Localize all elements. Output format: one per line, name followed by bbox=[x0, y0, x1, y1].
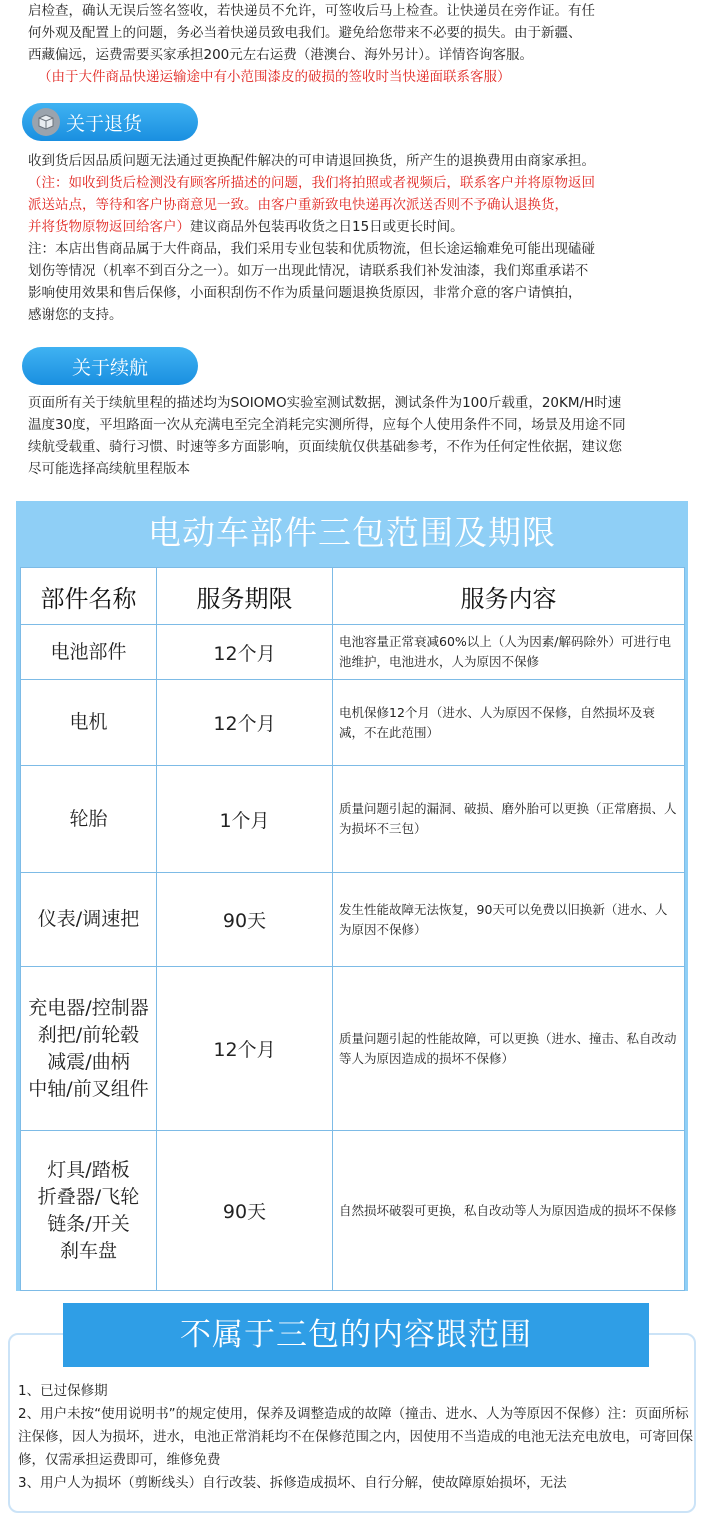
part-name-line: 仪表/调速把 bbox=[37, 908, 140, 930]
range-heading-text: 关于续航 bbox=[71, 356, 148, 379]
returns-heading bbox=[22, 103, 198, 141]
returns-red-line: 并将货物原物返回给客户） bbox=[28, 219, 190, 235]
service-content: 质量问题引起的性能故障，可以更换（进水、撞击、私自改动等人为原因造成的损坏不保修） bbox=[333, 967, 685, 1131]
part-name-line: 减震/曲柄 bbox=[47, 1050, 130, 1073]
sign-notice-line: 启检查，确认无误后签名签收，若快递员不允许，可签收后马上检查。让快递员在旁作证。有任 bbox=[28, 3, 595, 19]
service-content: 自然损坏破裂可更换，私自改动等人为原因造成的损坏不保修 bbox=[333, 1131, 685, 1291]
part-name bbox=[21, 766, 157, 873]
service-content: 电机保修12个月（进水、人为原因不保修，自然损坏及衰减，不在此范围） bbox=[333, 680, 685, 766]
sign-notice bbox=[28, 0, 696, 88]
returns-note-line: 影响使用效果和售后保修，小面积刮伤不作为质量问题退换货原因，非常介意的客户请慎拍， bbox=[28, 285, 582, 301]
part-name-line: 灯具/踏板 bbox=[47, 1158, 130, 1181]
returns-note-line: 感谢您的支持。 bbox=[28, 307, 123, 323]
header-part-name: 部件名称 bbox=[21, 568, 157, 625]
part-name bbox=[21, 1131, 157, 1291]
part-name bbox=[21, 680, 157, 766]
exclusions-title: 不属于三包的内容跟范围 bbox=[63, 1303, 649, 1367]
service-period: 12个月 bbox=[157, 967, 333, 1131]
table-row bbox=[21, 873, 685, 967]
range-line: 温度30度，平坦路面一次从充满电至完全消耗完实测所得，应每个人使用条件不同，场景及用途不同 bbox=[28, 417, 626, 433]
header-content: 服务内容 bbox=[333, 568, 685, 625]
exclusions-list bbox=[18, 1380, 694, 1495]
warranty-section bbox=[16, 501, 688, 1291]
service-period: 12个月 bbox=[157, 680, 333, 766]
service-period: 1个月 bbox=[157, 766, 333, 873]
part-name-line: 刹把/前轮毂 bbox=[37, 1023, 140, 1046]
range-paragraph bbox=[28, 392, 696, 480]
part-name-line: 折叠器/飞轮 bbox=[37, 1185, 140, 1208]
table-row bbox=[21, 967, 685, 1131]
warranty-header-row bbox=[21, 568, 685, 625]
returns-line: 收到货后因品质问题无法通过更换配件解决的可申请退回换货，所产生的退换费用由商家承担。 bbox=[28, 153, 595, 169]
range-line: 尽可能选择高续航里程版本 bbox=[28, 461, 190, 477]
sign-notice-line: 西藏偏远，运费需要买家承担200元左右运费（港澳台、海外另计）。详情咨询客服。 bbox=[28, 47, 534, 63]
returns-red-line: （注：如收到货后检测没有顾客所描述的问题，我们将拍照或者视频后，联系客户并将原物返回 bbox=[28, 175, 595, 191]
table-row bbox=[21, 625, 685, 680]
part-name-line: 充电器/控制器 bbox=[28, 996, 149, 1019]
exclusion-item: 1、已过保修期 bbox=[18, 1383, 108, 1399]
warranty-table bbox=[20, 567, 685, 1291]
service-content: 质量问题引起的漏洞、破损、磨外胎可以更换（正常磨损、人为损坏不三包） bbox=[333, 766, 685, 873]
service-period: 90天 bbox=[157, 1131, 333, 1291]
service-period: 12个月 bbox=[157, 625, 333, 680]
header-period: 服务期限 bbox=[157, 568, 333, 625]
returns-tail: 建议商品外包装再收货之日15日或更长时间。 bbox=[190, 219, 464, 235]
range-line: 续航受载重、骑行习惯、时速等多方面影响，页面续航仅供基础参考，不作为任何定性依据，建议您 bbox=[28, 439, 622, 455]
range-line: 页面所有关于续航里程的描述均为SOIOMO实验室测试数据，测试条件为100斤载重，20KM/H时速 bbox=[28, 395, 622, 411]
sign-notice-red-line: （由于大件商品快递运输途中有小范围漆皮的破损的签收时当快递面联系客服） bbox=[38, 69, 511, 85]
part-name-line: 刹车盘 bbox=[59, 1239, 117, 1262]
part-name-line: 链条/开关 bbox=[47, 1212, 130, 1235]
returns-heading-text: 关于退货 bbox=[66, 112, 143, 135]
table-row bbox=[21, 1131, 685, 1291]
table-row bbox=[21, 766, 685, 873]
part-name bbox=[21, 967, 157, 1131]
part-name-line: 电池部件 bbox=[50, 640, 127, 663]
table-row bbox=[21, 680, 685, 766]
part-name-line: 电机 bbox=[69, 711, 108, 733]
service-period: 90天 bbox=[157, 873, 333, 967]
returns-note-line: 注：本店出售商品属于大件商品，我们采用专业包装和优质物流，但长途运输难免可能出现磕碰 bbox=[28, 241, 595, 257]
range-heading bbox=[22, 347, 198, 385]
part-name bbox=[21, 625, 157, 680]
part-name bbox=[21, 873, 157, 967]
sign-notice-line: 何外观及配置上的问题，务必当着快递员致电我们。避免给您带来不必要的损失。由于新疆、 bbox=[28, 25, 582, 41]
exclusion-item: 3、用户人为损坏（剪断线头）自行改装、拆修造成损坏、自行分解，使故障原始损坏，无法 bbox=[18, 1475, 567, 1491]
service-content: 电池容量正常衰减60%以上（人为因素/解码除外）可进行电池维护，电池进水，人为原因不保修 bbox=[333, 625, 685, 680]
returns-note-line: 划伤等情况（机率不到百分之一）。如万一出现此情况，请联系我们补发油漆，我们郑重承诺不 bbox=[28, 263, 589, 279]
exclusion-item: 2、用户未按“使用说明书”的规定使用，保养及调整造成的故障（撞击、进水、人为等原因不保修）注：页面所标注保修，因人为损坏，进水，电池正常消耗均不在保修范围之内，因使用不当造成的电池无法充电放电，可寄回保修，仅需承担运费即可，维修免费 bbox=[18, 1406, 693, 1468]
part-name-line: 中轴/前叉组件 bbox=[28, 1077, 149, 1100]
part-name-line: 轮胎 bbox=[69, 807, 108, 830]
returns-paragraph bbox=[28, 150, 696, 326]
warranty-title: 电动车部件三包范围及期限 bbox=[148, 513, 556, 552]
box-icon bbox=[32, 108, 60, 136]
returns-red-line: 派送站点，等待和客户协商意见一致。由客户重新致电快递再次派送否则不予确认退换货， bbox=[28, 197, 568, 213]
service-content: 发生性能故障无法恢复，90天可以免费以旧换新（进水、人为原因不保修） bbox=[333, 873, 685, 967]
